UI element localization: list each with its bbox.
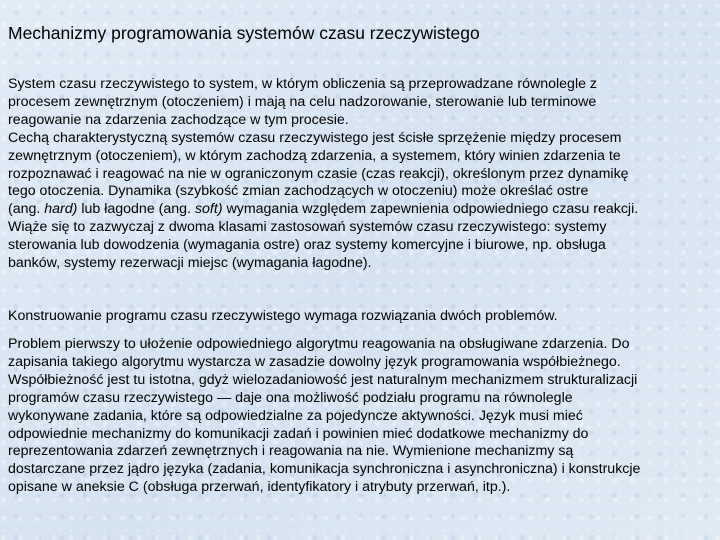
text-line — [8, 201, 720, 219]
text-line: wykonywane zadania, które są odpowiedzialne za pojedyncze aktywności. Język musi mieć — [8, 407, 583, 424]
title-divider — [8, 56, 712, 57]
text-line: Cechą charakterystyczną systemów czasu rzeczywistego jest ścisłe sprzężenie między procesem — [8, 129, 622, 146]
text-line: dostarczane przez jądro języka (zadania, komunikacja synchroniczna i asynchroniczna) i konstrukcje — [8, 461, 641, 478]
paragraph-first-problem — [8, 336, 720, 497]
text-line: odpowiednie mechanizmy do komunikacji zadań i powinien mieć dodatkowe mechanizmy do — [8, 425, 589, 442]
text-line: Wiąże się to zazwyczaj z dwoma klasami zastosowań systemów czasu rzeczywistego: systemy — [8, 219, 607, 236]
text-line: tego otoczenia. Dynamika (szybkość zmian zachodzących w otoczeniu) może określać ostre — [8, 183, 589, 200]
slide-title: Mechanizmy programowania systemów czasu rzeczywistego — [8, 23, 480, 43]
text-line: opisane w aneksie C (obsługa przerwań, identyfikatory i atrybuty przerwań, itp.). — [8, 479, 511, 496]
text-line: zewnętrznym (otoczeniem), w którym zachodzą zdarzenia, a systemem, który winien zdarzenia te — [8, 147, 621, 164]
paragraph-definition — [8, 76, 720, 273]
text-line: Problem pierwszy to ułożenie odpowiedniego algorytmu reagowania na obsługiwane zdarzenia. Do — [8, 336, 630, 352]
term-soft: soft) — [194, 201, 223, 218]
text-line: Współbieżność jest tu istotna, gdyż wielozadaniowość jest naturalnym mechanizmem strukturalizacji — [8, 371, 638, 388]
text-segment: lub łagodne (ang. — [77, 201, 195, 218]
text-segment: wymagania względem zapewnienia odpowiedniego czasu reakcji. — [222, 201, 639, 218]
text-line: Konstruowanie programu czasu rzeczywistego wymaga rozwiązania dwóch problemów. — [8, 308, 558, 324]
text-line: rozpoznawać i reagować na nie w ograniczonym czasie (czas reakcji), określonym przez dynamikę — [8, 165, 629, 182]
text-segment: (ang. — [8, 201, 45, 218]
paragraph-problems-intro — [8, 308, 720, 326]
text-line: sterowania lub dowodzenia (wymagania ostre) oraz systemy komercyjne i biurowe, np. obsługa — [8, 237, 606, 254]
text-line: banków, systemy rezerwacji miejsc (wymagania łagodne). — [8, 255, 372, 272]
text-line: procesem zewnętrznym (otoczeniem) i mają na celu nadzorowanie, sterowanie lub terminowe — [8, 93, 597, 110]
text-line: System czasu rzeczywistego to system, w którym obliczenia są przeprowadzane równolegle z — [8, 76, 598, 92]
text-line: reprezentowania zdarzeń zewnętrznych i reagowania na nie. Wymienione mechanizmy są — [8, 443, 574, 460]
text-line: reagowanie na zdarzenia zachodzące w tym procesie. — [8, 111, 349, 128]
text-line: zapisania takiego algorytmu wystarcza w zasadzie dowolny język programowania współbieżnego. — [8, 353, 621, 370]
term-hard: hard) — [44, 201, 78, 218]
text-line: programów czasu rzeczywistego — daje ona możliwość podziału programu na równolegle — [8, 389, 573, 406]
